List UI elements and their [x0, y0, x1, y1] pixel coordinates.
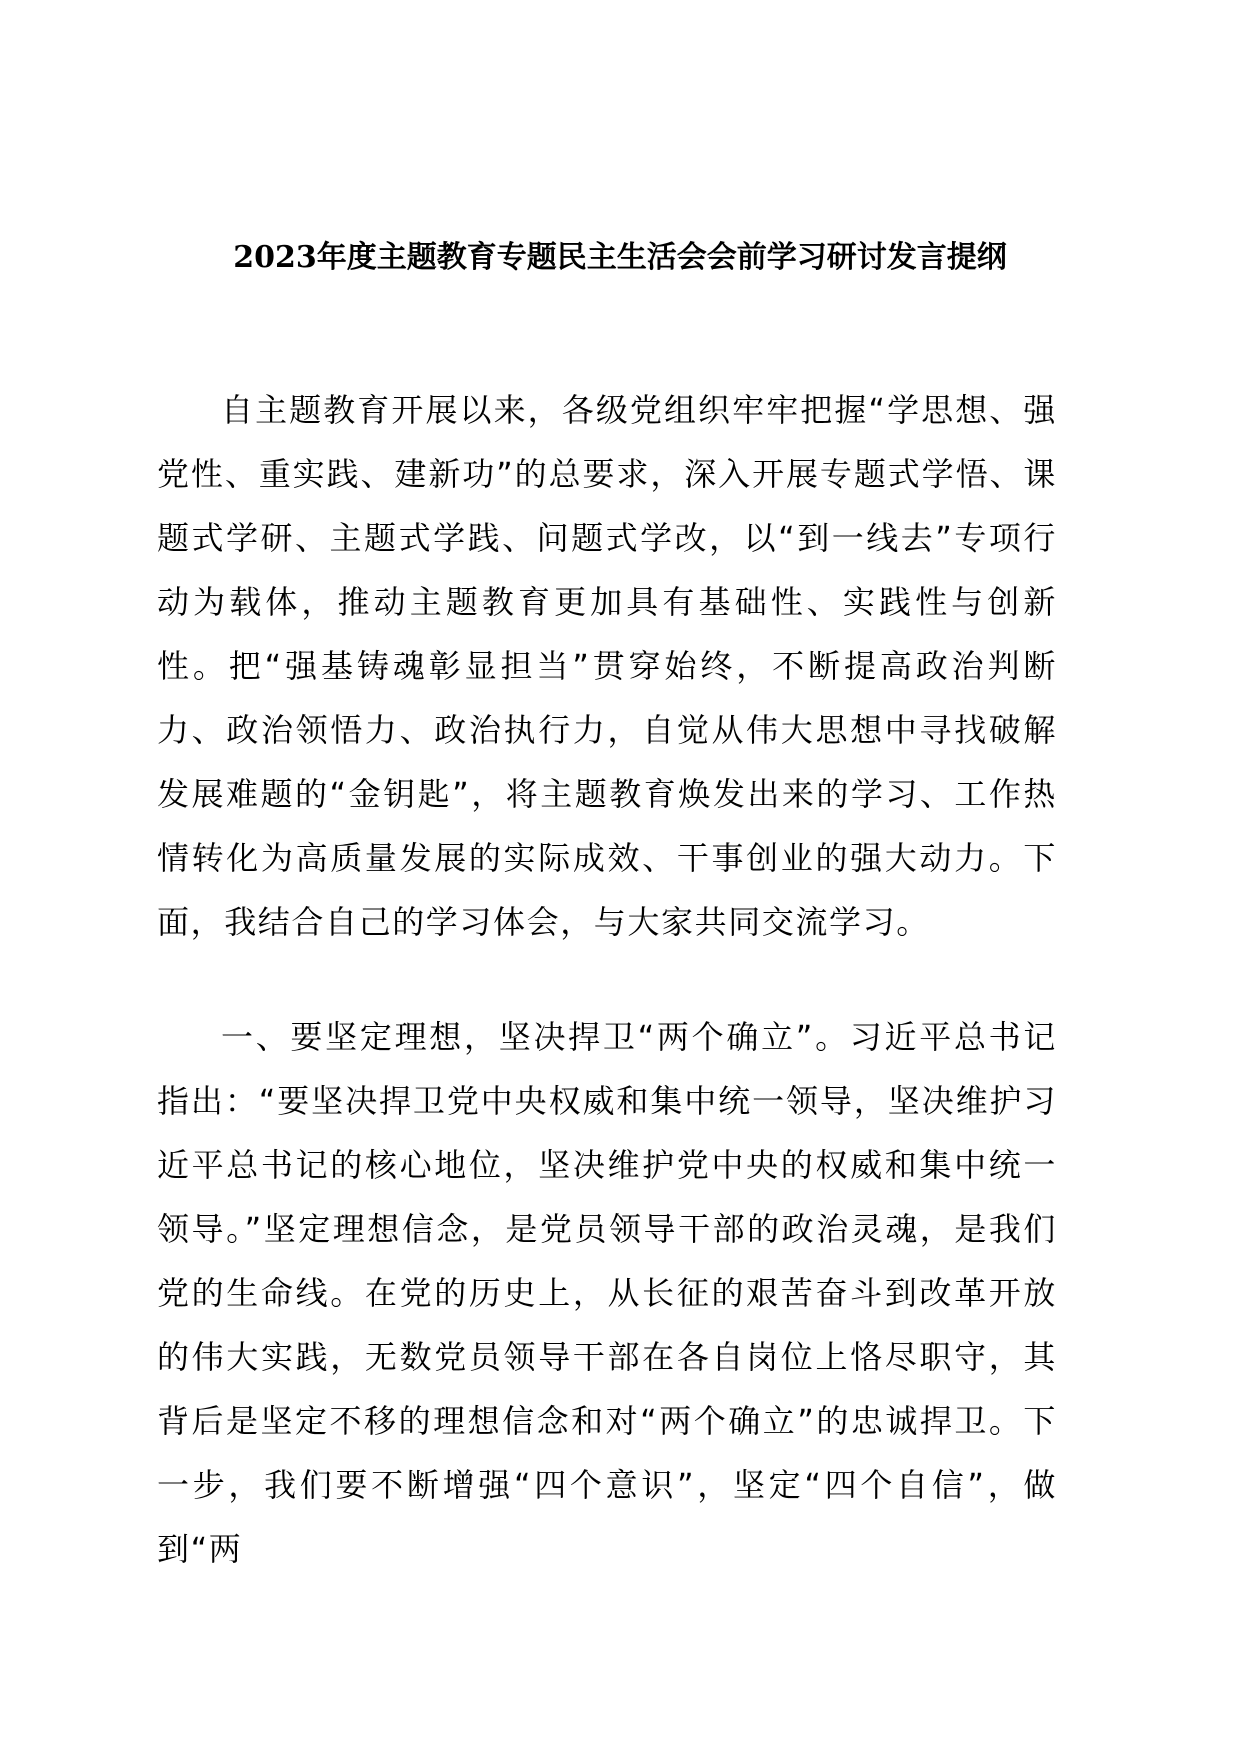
paragraph-section-one: 一、要坚定理想，坚决捍卫“两个确立”。习近平总书记指出：“要坚决捍卫党中央权威和集中统一领导，坚决维护习近平总书记的核心地位，坚决维护党中央的权威和集中统一领导。”坚定理想信念，是党员领导干部的政治灵魂，是我们党的生命线。在党的历史上，从长征的艰苦奋斗到改革开放的伟大实践，无数党员领导干部在各自岗位上恪尽职守，其背后是坚定不移的理想信念和对“两个确立”的忠诚捍卫。下一步，我们要不断增强“四个意识”，坚定“四个自信”，做到“两 — [157, 1018, 1057, 1568]
document-title: 2023年度主题教育专题民主生活会会前学习研讨发言提纲 — [233, 240, 1007, 275]
paragraph-intro: 自主题教育开展以来，各级党组织牢牢把握“学思想、强党性、重实践、建新功”的总要求，深入开展专题式学悟、课题式学研、主题式学践、问题式学改，以“到一线去”专项行动为载体，推动主题教育更加具有基础性、实践性与创新性。把“强基铸魂彰显担当”贯穿始终，不断提高政治判断力、政治领悟力、政治执行力，自觉从伟大思想中寻找破解发展难题的“金钥匙”，将主题教育焕发出来的学习、工作热情转化为高质量发展的实际成效、干事创业的强大动力。下面，我结合自己的学习体会，与大家共同交流学习。 — [157, 391, 1057, 941]
